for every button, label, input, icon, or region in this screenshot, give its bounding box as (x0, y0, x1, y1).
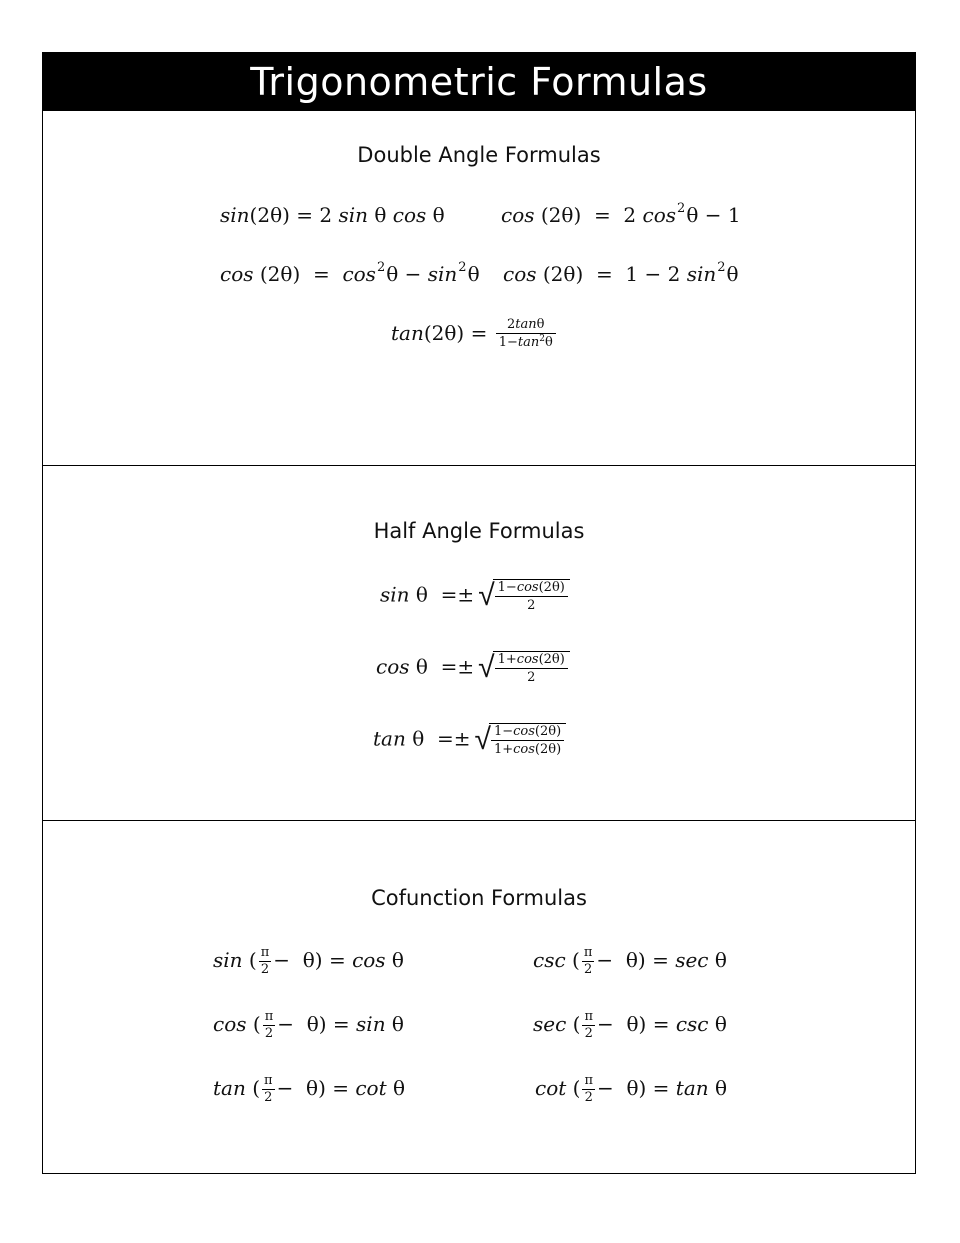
square-root: √ $\frac{1-\cos(2\theta)}{2}$ (478, 579, 570, 613)
cofunction-formula-5: tan ( $\frac{\pi}{2}$ − θ) = cot θ (213, 1073, 406, 1105)
half-angle-section (43, 466, 915, 821)
square-root: √ $\frac{1-\cos(2\theta)}{1+\cos(2\theta)}$ (474, 723, 566, 757)
page-title: Trigonometric Formulas (43, 53, 915, 111)
cofunction-formula-4: sec ( $\frac{\pi}{2}$ − θ) = csc θ (533, 1009, 727, 1041)
double-angle-heading: Double Angle Formulas (357, 143, 601, 167)
half-angle-formula-2: cos θ =± √ $\frac{1+\cos(2\theta)}{2}$ (376, 651, 570, 685)
cofunction-heading: Cofunction Formulas (371, 886, 587, 910)
double-angle-formula-5: tan(2θ) = $\frac{2\tan\theta}{1-\tan^2\theta}$ (391, 317, 558, 352)
double-angle-section (43, 111, 915, 466)
half-angle-formula-1: sin θ =± √ $\frac{1-\cos(2\theta)}{2}$ (380, 579, 570, 613)
half-angle-heading: Half Angle Formulas (373, 519, 585, 543)
double-angle-formula-1: sin(2θ) = 2 sin θ cos θ (220, 203, 445, 227)
cofunction-formula-6: cot ( $\frac{\pi}{2}$ − θ) = tan θ (535, 1073, 728, 1105)
cofunction-section (43, 821, 915, 1173)
cofunction-formula-3: cos ( $\frac{\pi}{2}$ − θ) = sin θ (213, 1009, 404, 1041)
formula-sheet (42, 52, 916, 1174)
fraction: $\frac{2\tan\theta}{1-\tan^2\theta}$ (496, 317, 556, 352)
double-angle-formula-4: cos (2θ) = 1 − 2 $\sin^2\theta$ (503, 260, 739, 286)
square-root: √ $\frac{1+\cos(2\theta)}{2}$ (478, 651, 570, 685)
cofunction-formula-2: csc ( $\frac{\pi}{2}$ − θ) = sec θ (533, 945, 727, 977)
double-angle-formula-3: $\cos (2\theta) = \cos^2\theta - \sin^2\theta$ (220, 260, 480, 286)
half-angle-formula-3: tan θ =± √ $\frac{1-\cos(2\theta)}{1+\cos(2\theta)}$ (373, 723, 566, 757)
double-angle-formula-2: cos (2θ) = 2 $\cos^2\theta - 1$ (501, 201, 741, 227)
cofunction-formula-1: sin ( $\frac{\pi}{2}$ − θ) = cos θ (213, 945, 404, 977)
